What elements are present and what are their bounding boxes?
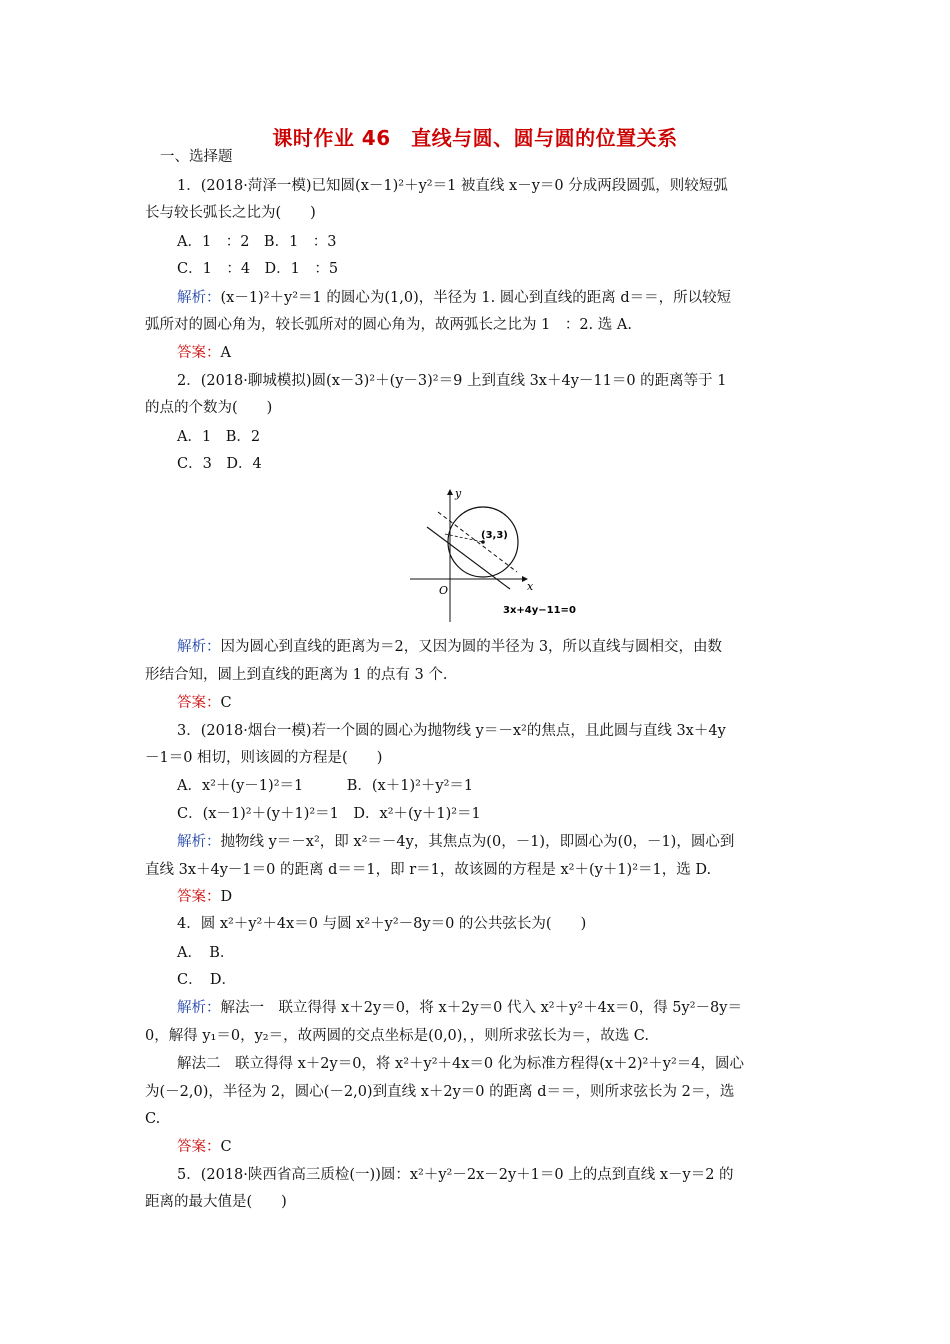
q5-stem-line2: 距离的最大值是( ) (145, 1194, 287, 1210)
q4-answer-value: C (220, 1139, 232, 1155)
q1-answer (177, 343, 807, 363)
answer-label: 答案： (177, 889, 221, 905)
q2-stem-line1: 2．(2018·聊城模拟)圆(x－3)²＋(y－3)²＝9 上到直线 3x＋4y－11＝0 的距离等于 1 (177, 373, 727, 389)
q3-stem-line2: －1＝0 相切，则该圆的方程是( ) (145, 750, 383, 766)
q2-analysis-line2: 形结合知，圆上到直线的距离为 1 的点有 3 个. (145, 667, 448, 683)
center-label: (3,3) (481, 530, 508, 541)
q5-stem-line1: 5．(2018·陕西省高三质检(一))圆：x²＋y²－2x－2y＋1＝0 上的点到直线 x－y＝2 的 (177, 1167, 734, 1183)
q1-stem-line1: 1．(2018·菏泽一模)已知圆(x－1)²＋y²＝1 被直线 x－y＝0 分成两段圆弧，则较短弧 (177, 178, 728, 194)
line-equation-label: 3x+4y−11=0 (503, 605, 576, 616)
q1-stem-line2: 长与较长弧长之比为( ) (145, 205, 316, 221)
q4-method2-line2: 为(－2,0)，半径为 2，圆心(－2,0)到直线 x＋2y＝0 的距离 d＝＝，则所求弦长为 2＝，选 (145, 1084, 735, 1100)
q1-analysis-line2: 弧所对的圆心角为，较长弧所对的圆心角为，故两弧长之比为 1 ：2. 选 A. (145, 317, 632, 333)
q1-options-ab: A．1 ：2 B．1 ：3 (177, 234, 337, 250)
section-heading: 一、选择题 (160, 149, 233, 165)
q2-stem-line2: 的点的个数为( ) (145, 400, 273, 416)
q2-answer-value: C (220, 695, 232, 711)
x-axis-label: x (527, 580, 534, 593)
q4-analysis-line1 (177, 998, 807, 1018)
answer-label: 答案： (177, 1139, 221, 1155)
analysis-label: 解析： (177, 1000, 221, 1016)
q4-answer (177, 1137, 807, 1157)
q4-analysis-line2: 0，解得 y₁＝0，y₂＝，故两圆的交点坐标是(0,0)，，则所求弦长为＝，故选 C. (145, 1028, 649, 1044)
circle-line-figure (405, 482, 595, 626)
q4-method2-line1: 解法二 联立得得 x＋2y＝0，将 x²＋y²＋4x＝0 化为标准方程得(x＋2)²＋y²＝4，圆心 (177, 1056, 745, 1072)
origin-label: O (439, 584, 449, 597)
radius-line (445, 534, 483, 542)
q2-options-ab: A．1 B．2 (177, 429, 261, 445)
q3-stem-line1: 3．(2018·烟台一模)若一个圆的圆心为抛物线 y＝－x²的焦点，且此圆与直线 3x＋4y (177, 723, 726, 739)
analysis-label: 解析： (177, 290, 221, 306)
q3-analysis-text: 抛物线 y＝－x²，即 x²＝－4y，其焦点为(0，－1)，即圆心为(0，－1)，圆心到 (220, 834, 735, 850)
q1-analysis-text: (x－1)²＋y²＝1 的圆心为(1,0)，半径为 1. 圆心到直线的距离 d＝＝，所以较短 (220, 290, 732, 306)
q3-options-cd: C．(x－1)²＋(y＋1)²＝1 D．x²＋(y＋1)²＝1 (177, 806, 481, 822)
q3-answer (177, 887, 807, 907)
q3-analysis-line1 (177, 832, 807, 852)
q4-stem: 4．圆 x²＋y²＋4x＝0 与圆 x²＋y²－8y＝0 的公共弦长为( ) (177, 916, 587, 932)
q3-options-ab: A．x²＋(y－1)²＝1 B．(x＋1)²＋y²＝1 (177, 778, 474, 794)
answer-label: 答案： (177, 345, 221, 361)
q2-analysis-text: 因为圆心到直线的距离为＝2，又因为圆的半径为 3，所以直线与圆相交，由数 (220, 639, 723, 655)
analysis-label: 解析： (177, 639, 221, 655)
q1-answer-value: A (220, 345, 231, 361)
q3-answer-value: D (220, 889, 233, 905)
answer-label: 答案： (177, 695, 221, 711)
q4-analysis-text: 解法一 联立得得 x＋2y＝0，将 x＋2y＝0 代入 x²＋y²＋4x＝0，得 5y²－8y＝ (220, 1000, 742, 1016)
q1-analysis-line1 (177, 288, 807, 308)
q4-options-cd: C． D． (177, 972, 236, 988)
q4-options-ab: A． B． (177, 945, 235, 961)
q2-answer (177, 693, 807, 713)
y-axis-label: y (455, 487, 462, 500)
analysis-label: 解析： (177, 834, 221, 850)
q2-options-cd: C．3 D．4 (177, 456, 262, 472)
q1-options-cd: C．1 ：4 D．1 ：5 (177, 261, 339, 277)
q3-analysis-line2: 直线 3x＋4y－1＝0 的距离 d＝＝1，即 r＝1，故该圆的方程是 x²＋(y＋1)²＝1，选 D. (145, 862, 712, 878)
q4-method2-line3: C. (145, 1111, 161, 1127)
page-title: 课时作业 46 直线与圆、圆与圆的位置关系 (272, 126, 678, 150)
q2-analysis-line1 (177, 637, 807, 657)
